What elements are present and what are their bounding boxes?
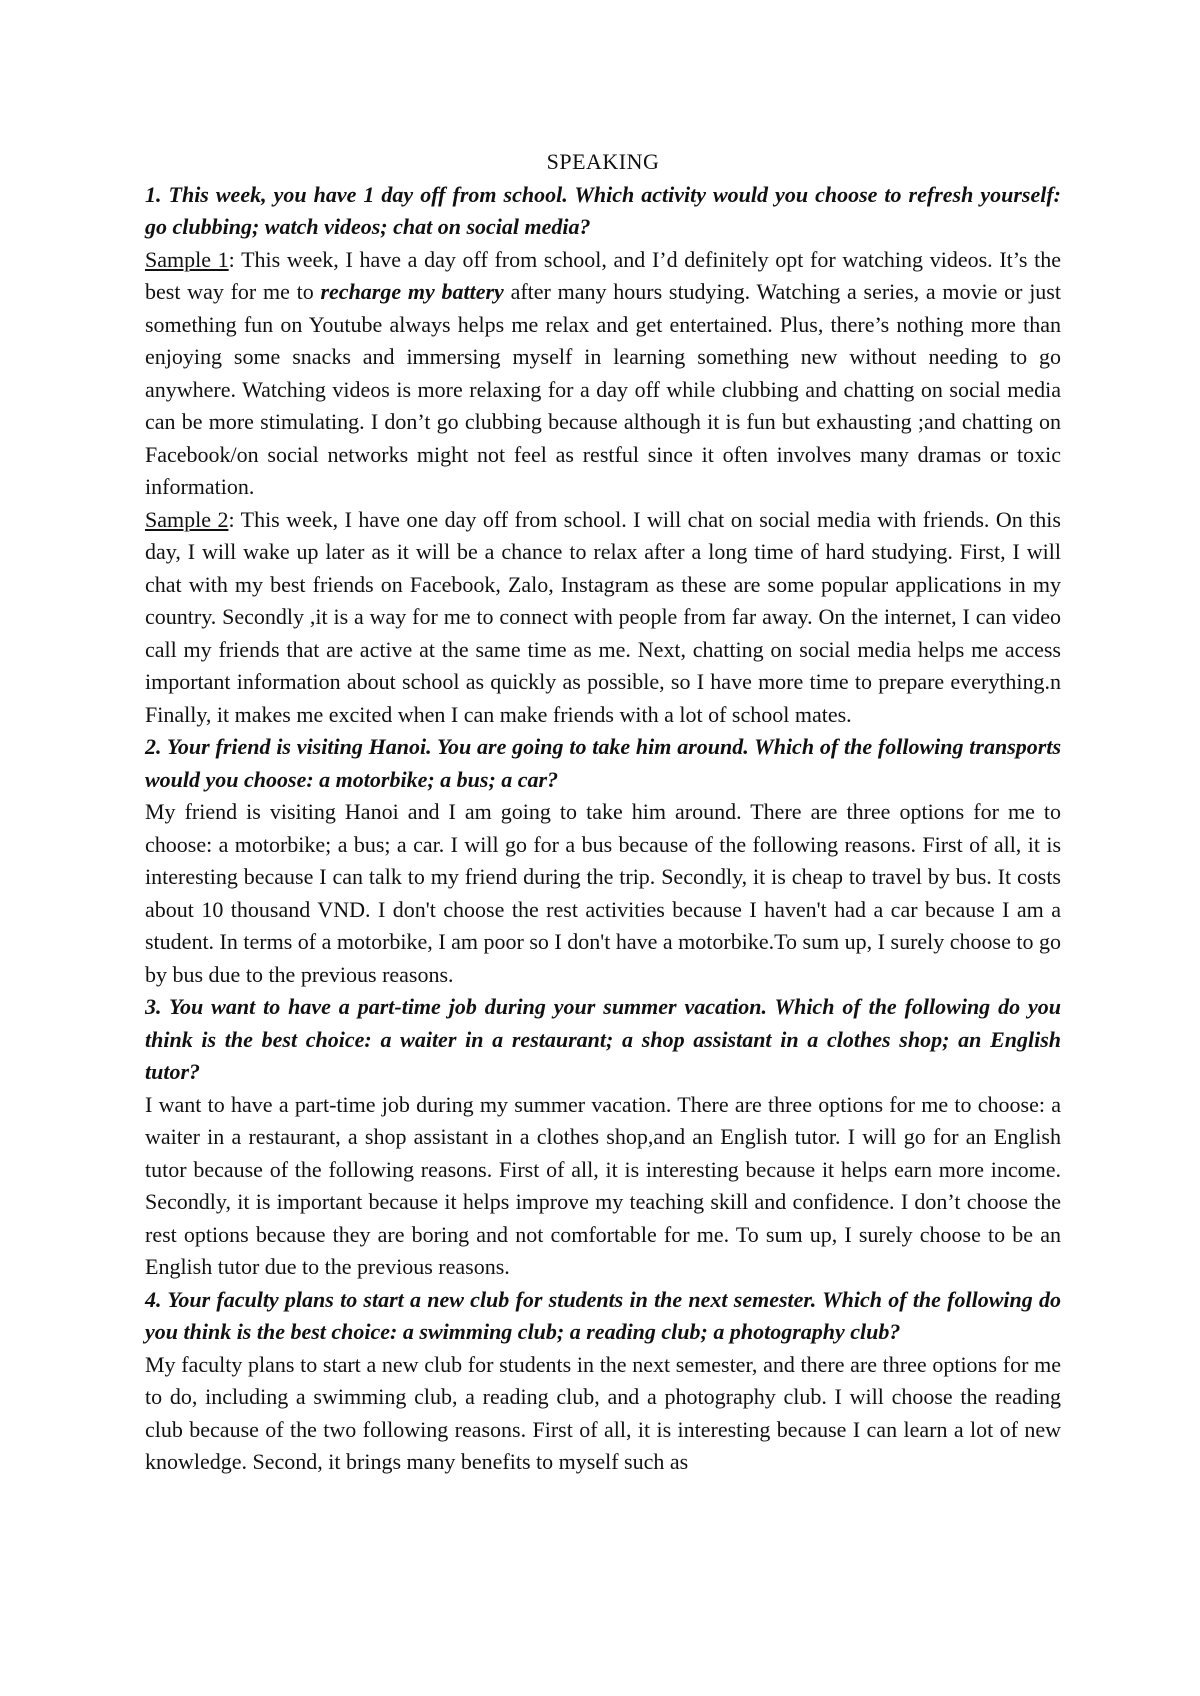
sample-1-emphasis: recharge my battery bbox=[320, 279, 504, 304]
answer-2: My friend is visiting Hanoi and I am going to take him around. There are three options for me to choose: a motorbike; a bus; a car. I will go for a bus because of the following reasons. First of all, it is interesting because I can talk to my friend during the trip. Secondly, it is cheap to travel by bus. It costs about 10 thousand VND. I don't choose the rest activities because I haven't had a car because I am a student. In terms of a motorbike, I am poor so I don't have a motorbike.To sum up, I surely choose to go by bus due to the previous reasons. bbox=[145, 799, 1061, 987]
answer-1-sample-2 bbox=[145, 504, 1061, 732]
question-2: 2. Your friend is visiting Hanoi. You are going to take him around. Which of the following transports would you choose: a motorbike; a bus; a car? bbox=[145, 734, 1061, 792]
answer-4: My faculty plans to start a new club for students in the next semester, and there are three options for me to do, including a swimming club, a reading club, and a photography club. I will choose the reading club because of the two following reasons. First of all, it is interesting because I can learn a lot of new knowledge. Second, it brings many benefits to myself such as bbox=[145, 1351, 1061, 1474]
question-3: 3. You want to have a part-time job during your summer vacation. Which of the following do you think is the best choice: a waiter in a restaurant; a shop assistant in a clothes shop; an English tutor? bbox=[145, 994, 1061, 1084]
document-page bbox=[145, 146, 1061, 1479]
sample-1-text-end: after many hours studying. Watching a series, a movie or just something fun on Youtube always helps me relax and get entertained. Plus, there’s nothing more than enjoying some snacks and immersing myself in learning something new without needing to go anywhere. Watching videos is more relaxing for a day off while clubbing and chatting on social media can be more stimulating. I don’t go clubbing because although it is fun but exhausting ;and chatting on Facebook/on social networks might not feel as restful since it often involves many dramas or toxic information. bbox=[145, 279, 1061, 499]
sample-2-text: : This week, I have one day off from school. I will chat on social media with friends. On this day, I will wake up later as it will be a chance to relax after a long time of hard studying. First, I will chat with my best friends on Facebook, Zalo, Instagram as these are some popular applications in my country. Secondly ,it is a way for me to connect with people from far away. On the internet, I can video call my friends that are active at the same time as me. Next, chatting on social media helps me access important information about school as quickly as possible, so I have more time to prepare everything.n Finally, it makes me excited when I can make friends with a lot of school mates. bbox=[145, 506, 1061, 727]
question-1: 1. This week, you have 1 day off from school. Which activity would you choose to refresh yourself: go clubbing; watch videos; chat on social media? bbox=[145, 181, 1061, 239]
sample-1-label: Sample 1 bbox=[145, 246, 229, 272]
page-title: SPEAKING bbox=[546, 149, 660, 174]
answer-1-sample-1 bbox=[145, 244, 1061, 504]
sample-2-label: Sample 2 bbox=[145, 506, 229, 532]
question-4: 4. Your faculty plans to start a new club for students in the next semester. Which of the following do you think is the best choice: a swimming club; a reading club; a photography club? bbox=[145, 1286, 1061, 1344]
sample-1-text-start: : This week, I have a day off from school, and I’d definitely opt for watching videos. It’s the best way for me to bbox=[145, 246, 1061, 304]
answer-3: I want to have a part-time job during my summer vacation. There are three options for me to choose: a waiter in a restaurant, a shop assistant in a clothes shop,and an English tutor. I will go for an English tutor because of the following reasons. First of all, it is interesting because it helps earn more income. Secondly, it is important because it helps improve my teaching skill and confidence. I don’t choose the rest options because they are boring and not comfortable for me. To sum up, I surely choose to be an English tutor due to the previous reasons. bbox=[145, 1091, 1061, 1279]
